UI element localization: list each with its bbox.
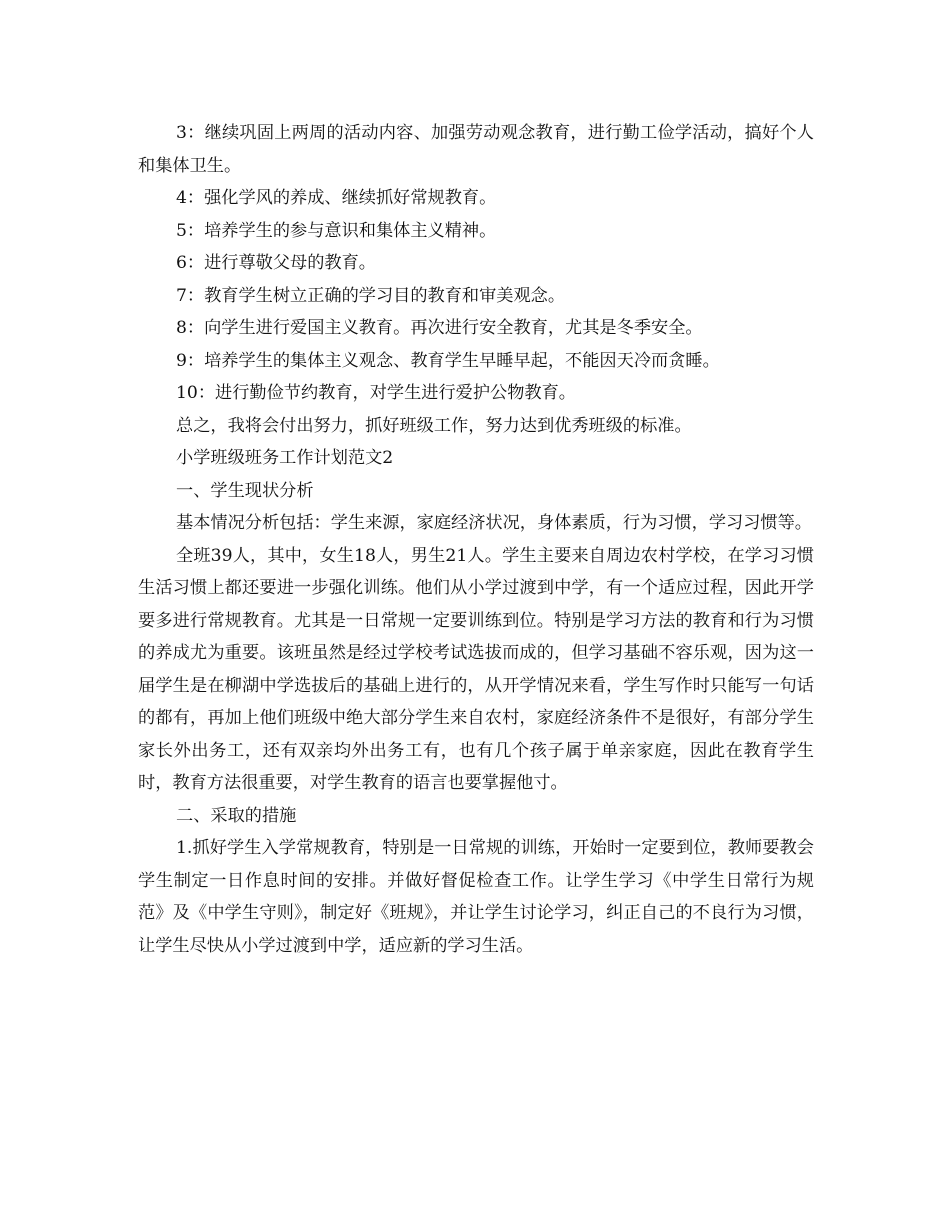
document-body: [138, 117, 814, 962]
summary-paragraph: 总之，我将会付出努力，抓好班级工作，努力达到优秀班级的标准。: [176, 415, 692, 436]
list-item-4: 4：强化学风的养成、继续抓好常规教育。: [176, 188, 497, 208]
heading-student-analysis: 一、学生现状分析: [176, 480, 314, 501]
paragraph-class-details: 全班39人，其中，女生18人，男生21人。学生主要来自周边农村学校，在学习习惯生活习惯上都还要进一步强化训练。他们从小学过渡到中学，有一个适应过程，因此开学要多进行常规教育。尤其是一日常规一定要训练到位。特别是学习方法的教育和行为习惯的养成尤为重要。该班虽然是经过学校考试选拔而成的，但学习基础不容乐观，因为这一届学生是在柳湖中学选拔后的基础上进行的，从开学情况来看，学生写作时只能写一句话的都有，再加上他们班级中绝大部分学生来自农村，家庭经济条件不是很好，有部分学生家长外出务工，还有双亲均外出务工有，也有几个孩子属于单亲家庭，因此在教育学生时，教育方法很重要，对学生教育的语言也要掌握他寸。: [138, 545, 814, 793]
list-item-8: 8：向学生进行爱国主义教育。再次进行安全教育，尤其是冬季安全。: [176, 318, 703, 338]
paragraph-basic-situation: 基本情况分析包括：学生来源，家庭经济状况，身体素质，行为习惯，学习习惯等。: [176, 513, 812, 533]
list-item-10: 10：进行勤俭节约教育，对学生进行爱护公物教育。: [176, 383, 576, 403]
section-title: 小学班级班务工作计划范文2: [176, 448, 394, 468]
list-item-6: 6：进行尊敬父母的教育。: [176, 253, 376, 273]
paragraph-measure-1: 1.抓好学生入学常规教育，特别是一日常规的训练，开始时一定要到位，教师要教会学生制定一日作息时间的安排。并做好督促检查工作。让学生学习《中学生日常行为规范》及《中学生守则》，制定好《班规》，并让学生讨论学习，纠正自己的不良行为习惯，让学生尽快从小学过渡到中学，适应新的学习生活。: [138, 838, 814, 956]
list-item-3: 3：继续巩固上两周的活动内容、加强劳动观念教育，进行勤工俭学活动，搞好个人和集体卫生。: [138, 123, 814, 176]
list-item-5: 5：培养学生的参与意识和集体主义精神。: [176, 220, 497, 241]
list-item-9: 9：培养学生的集体主义观念、教育学生早睡早起，不能因天冷而贪睡。: [176, 350, 720, 371]
heading-measures: 二、采取的措施: [176, 805, 297, 826]
list-item-7: 7：教育学生树立正确的学习目的教育和审美观念。: [176, 285, 566, 306]
